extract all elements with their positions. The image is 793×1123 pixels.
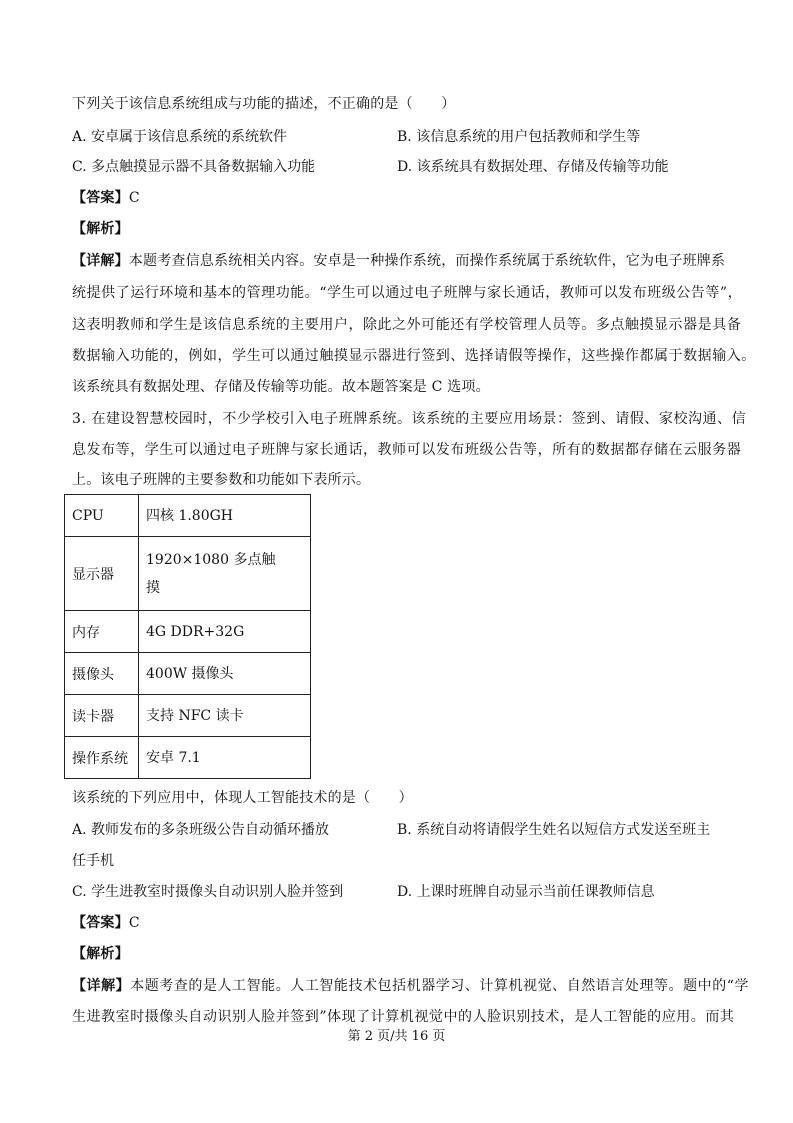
q2-detail-line: 该系统具有数据处理、存储及传输等功能。故本题答案是 C 选项。 xyxy=(72,379,490,395)
spec-key: CPU xyxy=(65,495,139,537)
q2-detail-line: 这表明教师和学生是该信息系统的主要用户，除此之外可能还有学校管理人员等。多点触摸显示器是具备 xyxy=(72,317,742,333)
q3-intro-line: 息发布等，学生可以通过电子班牌与家长通话，教师可以发布班级公告等，所有的数据都存储在云服务器 xyxy=(72,442,742,458)
q2-analysis-tag: 【解析】 xyxy=(72,221,129,237)
spec-value: 4G DDR+32G xyxy=(139,611,311,653)
q3-analysis-tag: 【解析】 xyxy=(72,946,129,962)
spec-key: 摄像头 xyxy=(65,653,139,695)
q2-answer xyxy=(72,189,140,207)
detail-tag: 【详解】 xyxy=(72,978,131,994)
answer-tag: 【答案】 xyxy=(72,190,129,206)
spec-key: 操作系统 xyxy=(65,737,139,779)
spec-value: 四核 1.80GH xyxy=(139,495,311,537)
detail-tag: 【详解】 xyxy=(72,253,129,269)
q3-option-c: C. 学生进教室时摄像头自动识别人脸并签到 xyxy=(72,884,344,900)
table-row xyxy=(65,537,311,611)
spec-value: 400W 摄像头 xyxy=(139,653,311,695)
answer-value: C xyxy=(128,915,140,931)
q3-option-b: B. 系统自动将请假学生姓名以短信方式发送至班主 xyxy=(397,822,711,838)
q3-option-a: A. 教师发布的多条班级公告自动循环播放 xyxy=(72,822,330,838)
q3-intro-line: 上。该电子班牌的主要参数和功能如下表所示。 xyxy=(72,472,371,488)
spec-key: 显示器 xyxy=(65,537,139,611)
table-row xyxy=(65,737,311,779)
spec-value: 支持 NFC 读卡 xyxy=(139,695,311,737)
table-row xyxy=(65,653,311,695)
q3-option-b-continued: 任手机 xyxy=(72,853,114,869)
q3-intro-line: 3. 在建设智慧校园时，不少学校引入电子班牌系统。该系统的主要应用场景：签到、请假、家校沟通、信 xyxy=(72,411,747,427)
q2-option-c: C. 多点触摸显示器不具备数据输入功能 xyxy=(72,159,316,175)
q2-option-b: B. 该信息系统的用户包括教师和学生等 xyxy=(397,129,641,145)
q3-detail-line: 【详解】本题考查的是人工智能。人工智能技术包括机器学习、计算机视觉、自然语言处理等。题中的“学 xyxy=(72,978,750,994)
table-row xyxy=(65,611,311,653)
q2-detail-line: 数据输入功能的，例如，学生可以通过触摸显示器进行签到、选择请假等操作，这些操作都属于数据输入。 xyxy=(72,348,756,364)
page-footer: 第 2 页/共 16 页 xyxy=(347,1029,446,1044)
spec-table xyxy=(64,494,311,779)
spec-value: 1920×1080 多点触摸 xyxy=(139,537,311,611)
table-row xyxy=(65,695,311,737)
q3-answer xyxy=(72,914,140,932)
q3-detail-line: 生进教室时摄像头自动识别人脸并签到”体现了计算机视觉中的人脸识别技术，是人工智能的应用。而其 xyxy=(72,1009,735,1025)
q2-detail-line: 【详解】本题考查信息系统相关内容。安卓是一种操作系统，而操作系统属于系统软件，它为电子班牌系 xyxy=(72,253,726,269)
spec-key: 读卡器 xyxy=(65,695,139,737)
q2-option-d: D. 该系统具有数据处理、存储及传输等功能 xyxy=(397,159,669,175)
spec-value: 安卓 7.1 xyxy=(139,737,311,779)
spec-key: 内存 xyxy=(65,611,139,653)
q2-stem: 下列关于该信息系统组成与功能的描述，不正确的是（ ） xyxy=(72,96,456,112)
q2-detail-line: 统提供了运行环境和基本的管理功能。“学生可以通过电子班牌与家长通话，教师可以发布班级公告等”， xyxy=(72,285,743,301)
q3-option-d: D. 上课时班牌自动显示当前任课教师信息 xyxy=(397,884,655,900)
answer-value: C xyxy=(128,190,140,206)
q3-stem: 该系统的下列应用中，体现人工智能技术的是（ ） xyxy=(72,790,413,806)
answer-tag: 【答案】 xyxy=(72,915,129,931)
q2-option-a: A. 安卓属于该信息系统的系统软件 xyxy=(72,129,288,145)
table-row xyxy=(65,495,311,537)
